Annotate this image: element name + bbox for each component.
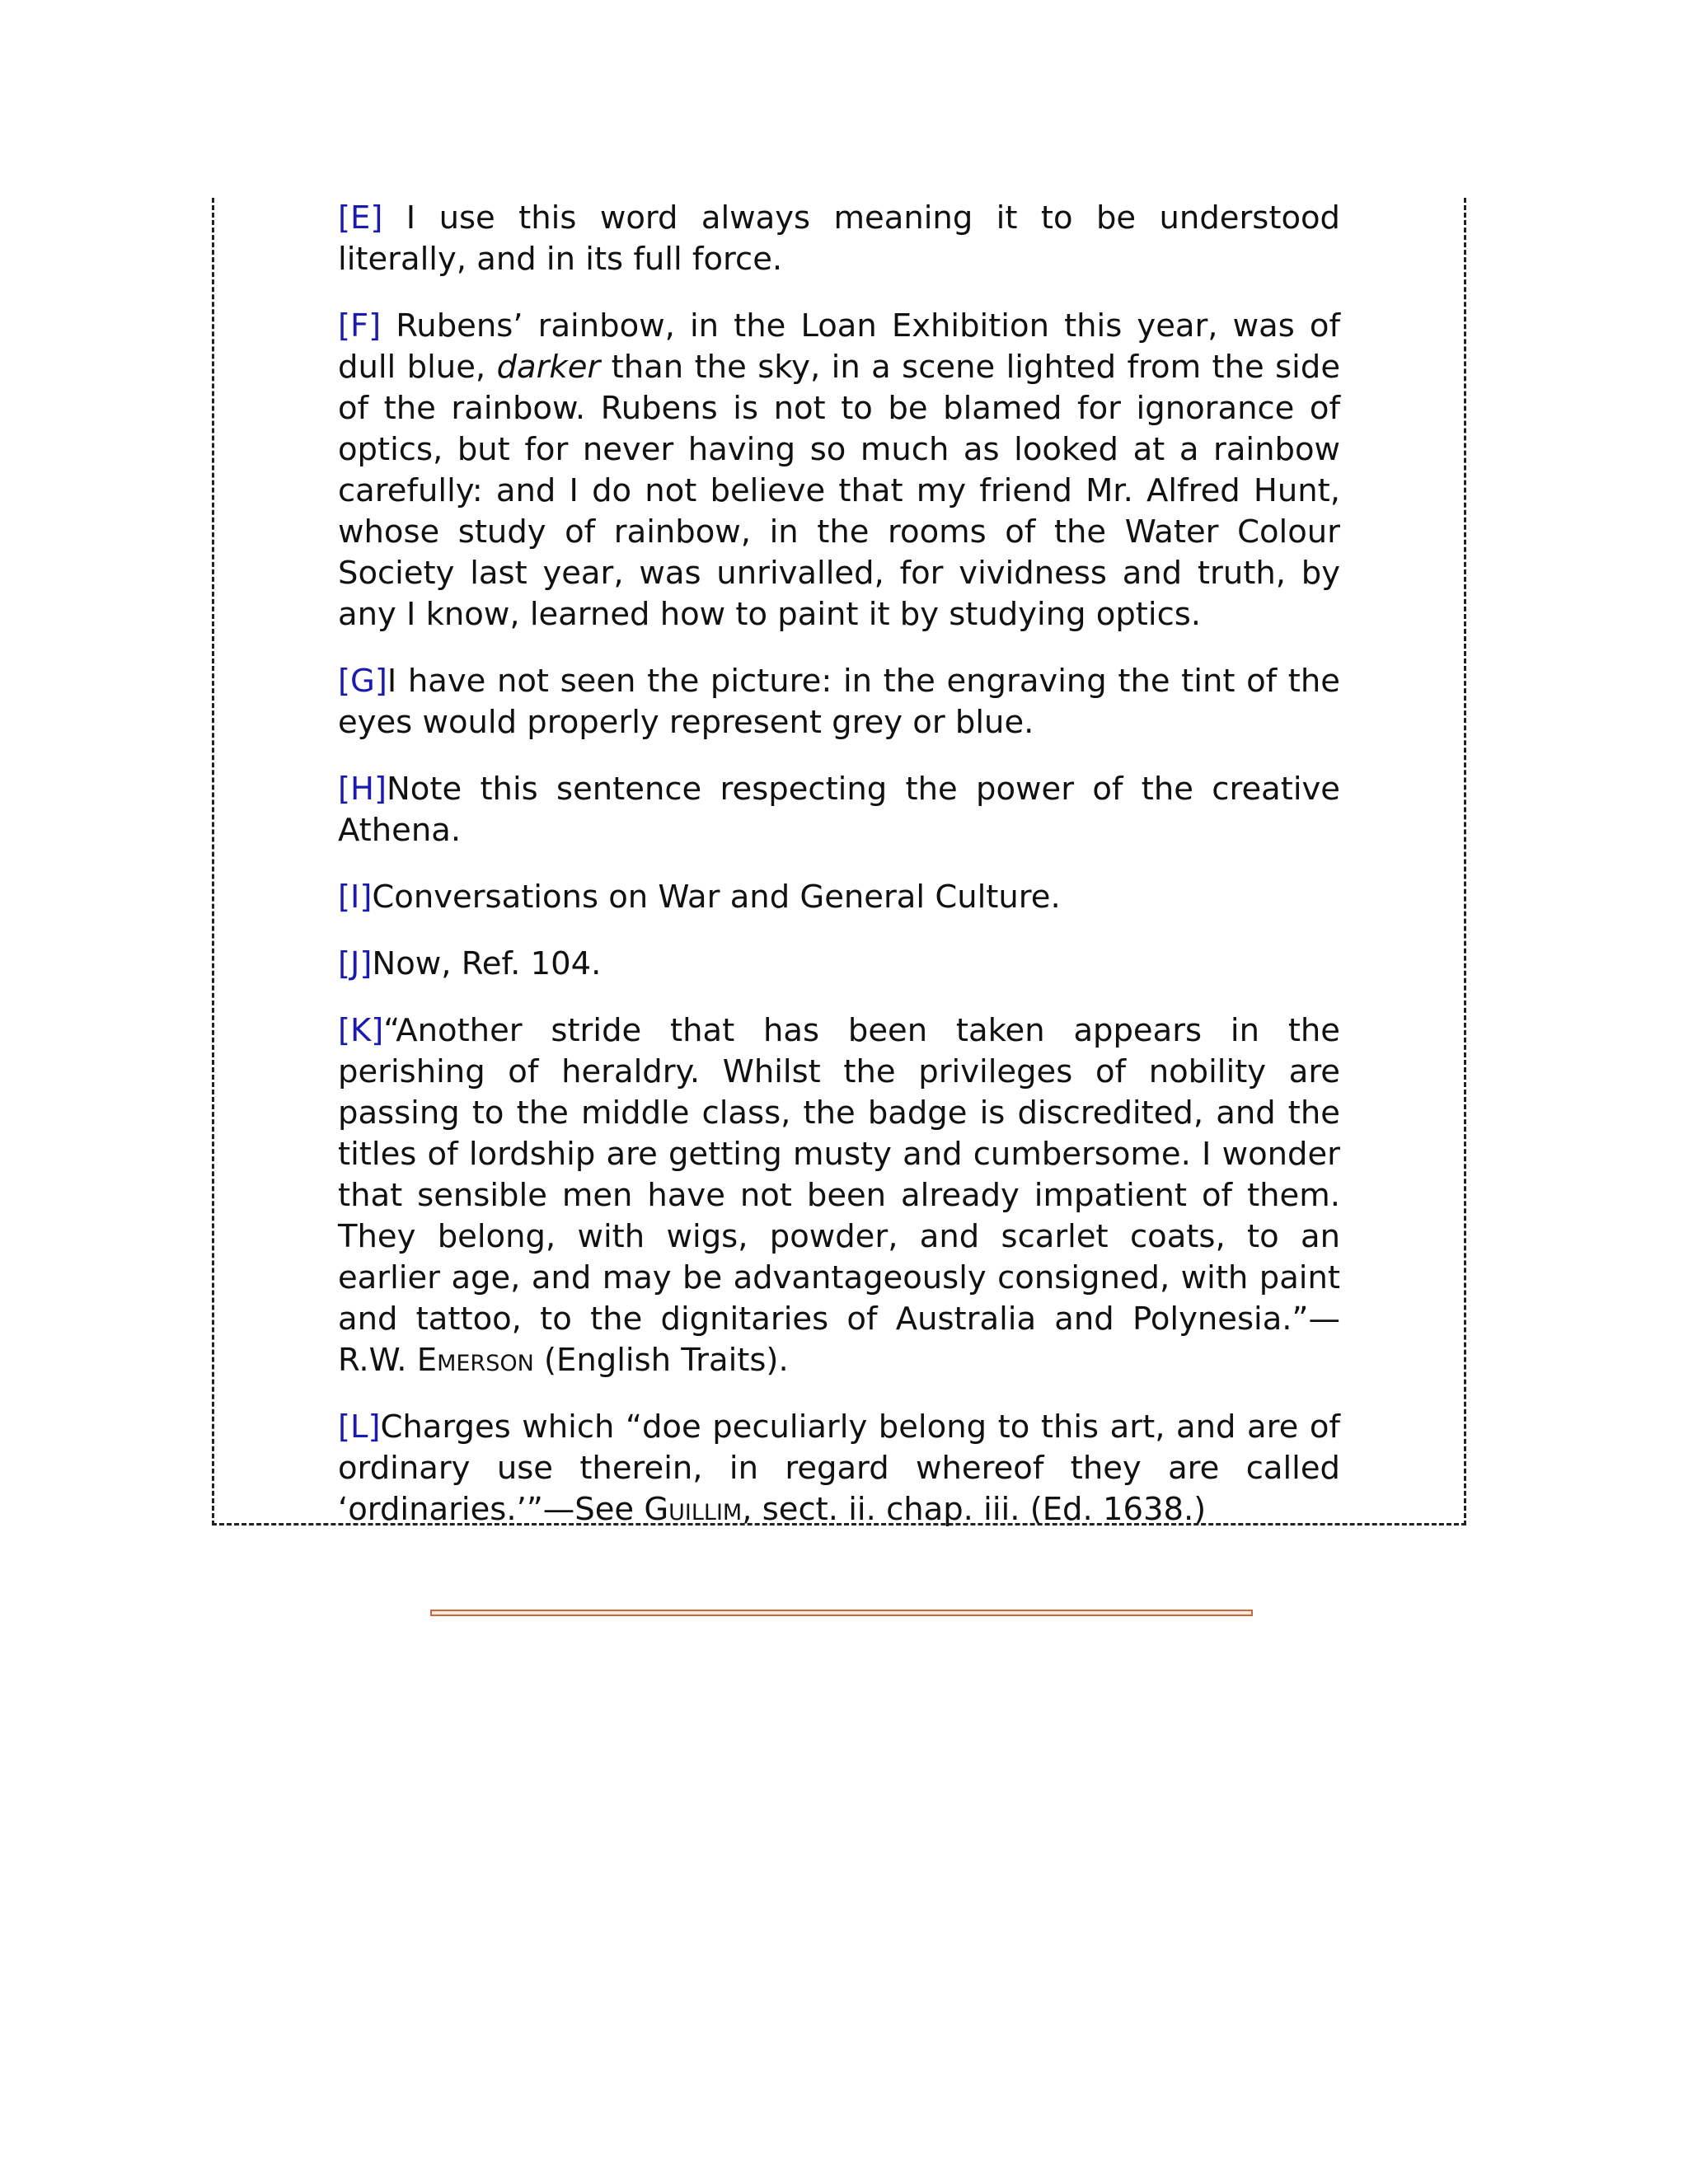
footnote-ref-l[interactable]: [L] [338,1408,381,1446]
footnote-ref-k[interactable]: [K] [338,1012,384,1049]
footnote-i [338,877,1340,918]
footnote-author: Emerson [416,1342,534,1379]
footnote-text: (English Traits). [533,1342,789,1379]
footnote-text: Rubens’ rainbow, in the Loan Exhibition this year, was of dull blue, [338,307,1340,386]
footnote-author: Guillim [644,1491,743,1528]
footnote-ref-j[interactable]: [J] [338,945,373,982]
footnote-text: than the sky, in a scene lighted from the side of the rainbow. Rubens is not to be blamed for ignorance of optics, but for never having so much as looked at a rainbow carefully: and I do not believe that my friend Mr. Alfred Hunt, whose study of rainbow, in the rooms of the Water Colour Society last year, was unrivalled, for vividness and truth, by any I know, learned how to paint it by studying optics. [338,349,1341,633]
section-divider [430,1610,1253,1616]
footnote-ref-i[interactable]: [I] [338,879,373,916]
footnote-text: Charges which “doe peculiarly belong to this art, and are of ordinary use therein, in regard whereof they are called ‘ordinaries.’”—See [338,1408,1340,1528]
footnote-text: Conversations on War and General Culture. [372,879,1061,916]
footnote-ref-f[interactable]: [F] [338,307,382,344]
footnote-text: I have not seen the picture: in the engraving the tint of the eyes would properly represent grey or blue. [338,663,1340,741]
footnote-j [338,944,1340,985]
footnote-emphasis: darker [496,349,601,386]
footnote-g [338,661,1340,743]
footnote-text: Now, Ref. 104. [372,945,602,982]
footnote-text: I use this word always meaning it to be understood literally, and in its full force. [338,199,1340,278]
footnote-k [338,1010,1340,1381]
footnote-ref-e[interactable]: [E] [338,199,383,237]
footnotes-list [338,198,1340,1556]
footnote-f [338,306,1340,635]
footnote-ref-h[interactable]: [H] [338,771,387,808]
footnote-text: Note this sentence respecting the power of the creative Athena. [338,771,1340,849]
footnote-l [338,1407,1340,1530]
footnote-h [338,769,1340,851]
footnote-ref-g[interactable]: [G] [338,663,387,700]
footnote-e [338,198,1340,280]
footnote-text: “Another stride that has been taken appears in the perishing of heraldry. Whilst the privileges of nobility are passing to the middle class, the badge is discredited, and the titles of lordship are getting musty and cumbersome. I wonder that sensible men have not been already impatient of them. They belong, with wigs, powder, and scarlet coats, to an earlier age, and may be advantageously consigned, with paint and tattoo, to the dignitaries of Australia and Polynesia.”—R.W. [338,1012,1340,1379]
footnote-text: , sect. ii. chap. iii. (Ed. 1638.) [742,1491,1207,1528]
